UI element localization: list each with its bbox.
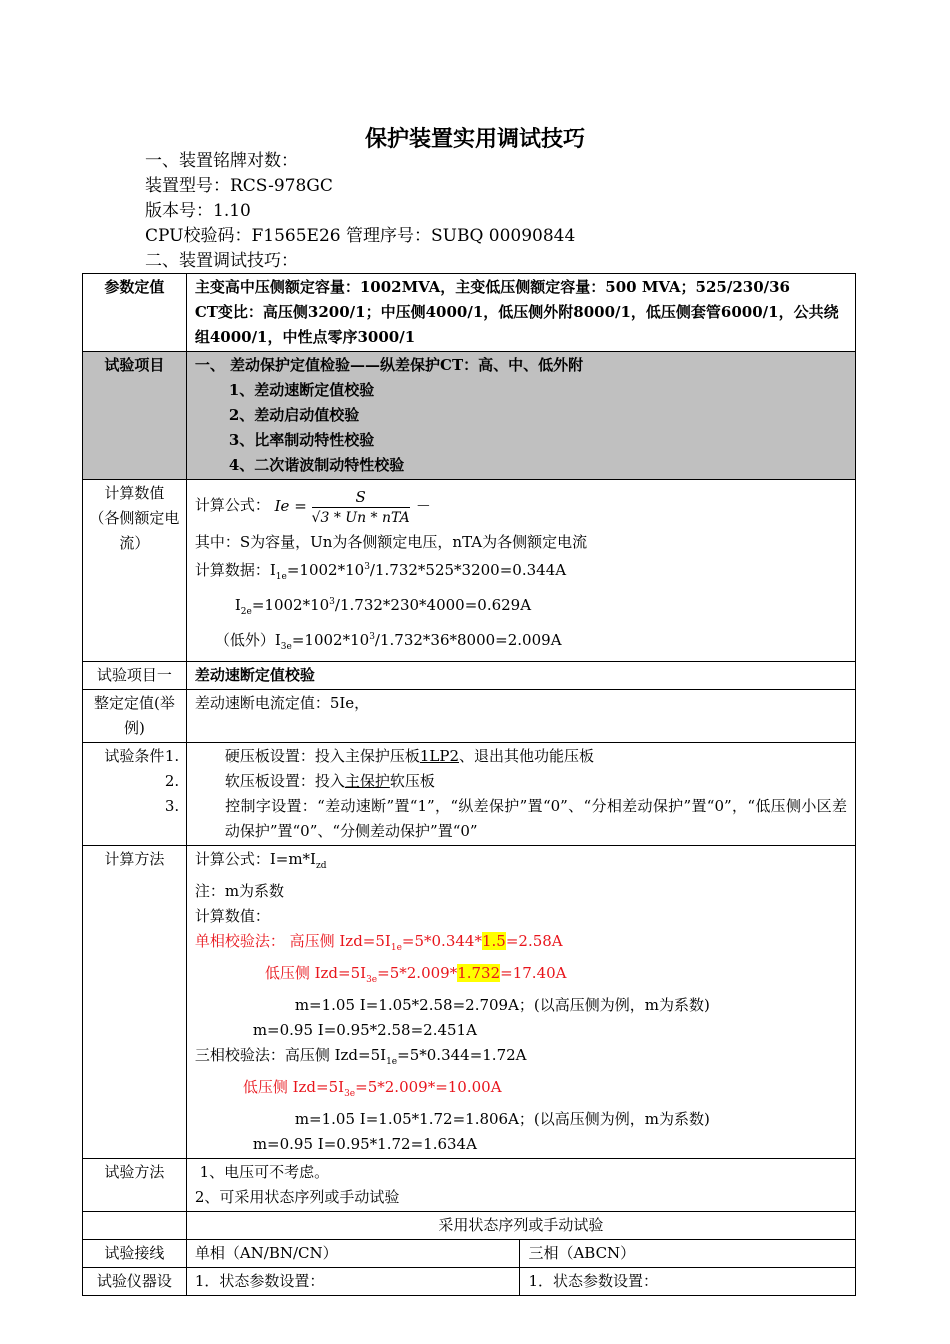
state-value: 采用状态序列或手动试验 bbox=[186, 1212, 855, 1240]
calc-note: 其中：S为容量，Un为各侧额定电压，nTA为各侧额定电流 bbox=[194, 533, 588, 551]
single-high-text: 单相校验法： 高压侧 Izd=5I bbox=[194, 932, 391, 950]
row-params bbox=[83, 274, 856, 352]
row-testmethod bbox=[83, 1159, 856, 1212]
single-high-mid: =5*0.344* bbox=[401, 932, 482, 950]
wiring-single: 单相（AN/BN/CN） bbox=[186, 1240, 520, 1268]
i2-symbol: I bbox=[234, 596, 241, 614]
calc-data-i3 bbox=[195, 625, 847, 660]
calc-label bbox=[83, 480, 187, 662]
condition-text: 、退出其他功能压板 bbox=[458, 747, 594, 765]
items-entry: 1、差动速断定值校验 bbox=[228, 381, 375, 399]
highlighted-factor: 1.5 bbox=[481, 932, 506, 950]
row-item1 bbox=[83, 662, 856, 690]
condition-underlined: 主保护 bbox=[344, 772, 390, 790]
intro-line-checksum: CPU校验码：F1565E26 管理序号：SUBQ 00090844 bbox=[145, 226, 576, 246]
page-title: 保护装置实用调试技巧 bbox=[364, 126, 585, 152]
item1-label: 试验项目一 bbox=[83, 662, 187, 690]
condition-text: 软压板设置：投入 bbox=[224, 772, 345, 790]
single-phase-low bbox=[195, 961, 847, 993]
debug-table bbox=[82, 273, 856, 1296]
row-method bbox=[83, 846, 856, 1159]
i3-lead: （低外） bbox=[214, 631, 275, 649]
condition-underlined: 1LP2 bbox=[419, 747, 459, 765]
condition-control-word bbox=[164, 794, 847, 844]
params-ct-ratio: CT变比：高压侧3200/1；中压侧4000/1，低压侧外附8000/1，低压侧套管6000/1，公共绕组4000/1，中性点零序3000/1 bbox=[194, 303, 839, 346]
single-m095: m=0.95 I=0.95*2.58=2.451A bbox=[252, 1021, 477, 1039]
rated-current-formula bbox=[275, 482, 430, 530]
state-empty-label bbox=[83, 1212, 187, 1240]
highlighted-factor: 1.732 bbox=[457, 964, 501, 982]
testmethod-line1: 1、电压可不考虑。 bbox=[194, 1163, 330, 1181]
method-values: 计算数值： bbox=[194, 907, 270, 925]
i1-mid: =1002*10 bbox=[286, 561, 365, 579]
params-capacity: 主变高中压侧额定容量：1002MVA，主变低压侧额定容量：500 MVA；525/230/36 bbox=[194, 278, 790, 296]
setting-value: 差动速断电流定值：5Ie， bbox=[186, 690, 855, 743]
intro-line-model: 装置型号：RCS-978GC bbox=[145, 176, 333, 196]
single-m105: m=1.05 I=1.05*2.58=2.709A；(以高压侧为例，m为系数) bbox=[294, 996, 710, 1014]
calc-data-prefix: 计算数据： bbox=[194, 561, 270, 579]
conditions-cell bbox=[164, 743, 855, 846]
method-formula-text: 计算公式：I=m*I bbox=[194, 850, 316, 868]
three-high-text: 三相校验法：高压侧 Izd=5I bbox=[194, 1046, 387, 1064]
method-formula-subscript: zd bbox=[315, 861, 327, 871]
condition-number: 2. bbox=[164, 772, 180, 790]
item1-value: 差动速断定值校验 bbox=[186, 662, 855, 690]
condition-soft-plate bbox=[164, 769, 847, 794]
single-low-mid: =5*2.009* bbox=[377, 964, 458, 982]
condition-text: 硬压板设置：投入主保护压板 bbox=[224, 747, 420, 765]
i3-result: /1.732*36*8000=2.009A bbox=[374, 631, 562, 649]
three-phase-high bbox=[195, 1043, 847, 1075]
items-entry: 3、比率制动特性校验 bbox=[228, 431, 375, 449]
setting-label: 整定定值(举例) bbox=[83, 690, 187, 743]
instrument-label: 试验仪器设 bbox=[83, 1268, 187, 1296]
row-calc bbox=[83, 480, 856, 662]
items-entry: 2、差动启动值校验 bbox=[228, 406, 360, 424]
testmethod-line2: 2、可采用状态序列或手动试验 bbox=[194, 1188, 400, 1206]
calc-formula-line bbox=[195, 481, 847, 530]
i1-subscript: 1e bbox=[275, 572, 287, 582]
single-low-subscript: 3e bbox=[366, 975, 378, 985]
three-low-subscript: 3e bbox=[344, 1089, 356, 1099]
i3-symbol: I bbox=[274, 631, 281, 649]
method-note: 注：m为系数 bbox=[194, 882, 285, 900]
intro-line-version: 版本号：1.10 bbox=[145, 201, 251, 221]
testmethod-label: 试验方法 bbox=[83, 1159, 187, 1212]
items-label: 试验项目 bbox=[83, 352, 187, 480]
calc-label-main: 计算数值 bbox=[104, 484, 165, 502]
calc-formula-prefix: 计算公式： bbox=[194, 496, 270, 514]
method-cell bbox=[186, 846, 855, 1159]
i1-exponent: 3 bbox=[364, 562, 370, 572]
row-setting bbox=[83, 690, 856, 743]
three-high-subscript: 1e bbox=[386, 1057, 398, 1067]
intro-line-section2: 二、装置调试技巧： bbox=[145, 251, 298, 271]
i1-result: /1.732*525*3200=0.344A bbox=[369, 561, 567, 579]
condition-text: 控制字设置：“差动速断”置“1”，“纵差保护”置“0”、“分相差动保护”置“0”，“低压侧小区差动保护”置“0”、“分侧差动保护”置“0” bbox=[224, 797, 847, 840]
single-high-result: =2.58A bbox=[505, 932, 563, 950]
formula-numerator: S bbox=[312, 487, 410, 508]
single-phase-high bbox=[195, 929, 847, 961]
three-m105: m=1.05 I=1.05*1.72=1.806A；(以高压侧为例，m为系数) bbox=[294, 1110, 710, 1128]
conditions-label: 试验条件 bbox=[83, 743, 187, 846]
condition-text: 软压板 bbox=[389, 772, 435, 790]
condition-number: 1. bbox=[164, 747, 180, 765]
i1-symbol: I bbox=[269, 561, 276, 579]
row-items bbox=[83, 352, 856, 480]
calc-data-i2 bbox=[195, 590, 847, 625]
condition-number: 3. bbox=[164, 797, 180, 815]
items-head: 一、 差动保护定值检验——纵差保护CT：高、中、低外附 bbox=[194, 356, 584, 374]
three-low-text: 低压侧 Izd=5I bbox=[242, 1078, 345, 1096]
intro-line-heading: 一、装置铭牌对数： bbox=[145, 151, 298, 171]
i2-exponent: 3 bbox=[329, 597, 335, 607]
row-wiring bbox=[83, 1240, 856, 1268]
condition-hard-plate bbox=[164, 744, 847, 769]
params-label: 参数定值 bbox=[83, 274, 187, 352]
calc-label-sub: （各侧额定电流） bbox=[89, 509, 180, 552]
i3-mid: =1002*10 bbox=[291, 631, 370, 649]
row-instrument bbox=[83, 1268, 856, 1296]
method-label: 计算方法 bbox=[83, 846, 187, 1159]
i3-subscript: 3e bbox=[280, 642, 292, 652]
i3-exponent: 3 bbox=[369, 632, 375, 642]
formula-denominator: √3 * Un * nTA bbox=[311, 509, 410, 526]
instrument-single: 1．状态参数设置： bbox=[186, 1268, 520, 1296]
row-conditions bbox=[83, 743, 856, 846]
calc-data-i1 bbox=[195, 555, 847, 590]
items-cell bbox=[186, 352, 855, 480]
params-cell bbox=[186, 274, 855, 352]
formula-tail: － bbox=[414, 497, 430, 515]
row-state bbox=[83, 1212, 856, 1240]
i2-mid: =1002*10 bbox=[251, 596, 330, 614]
three-m095: m=0.95 I=0.95*1.72=1.634A bbox=[252, 1135, 477, 1153]
wiring-three: 三相（ABCN） bbox=[520, 1240, 856, 1268]
instrument-three: 1．状态参数设置： bbox=[520, 1268, 856, 1296]
method-formula bbox=[195, 847, 847, 879]
three-phase-low bbox=[195, 1075, 847, 1107]
single-low-result: =17.40A bbox=[500, 964, 567, 982]
three-high-result: =5*0.344=1.72A bbox=[397, 1046, 527, 1064]
wiring-label: 试验接线 bbox=[83, 1240, 187, 1268]
i2-subscript: 2e bbox=[240, 607, 252, 617]
single-low-text: 低压侧 Izd=5I bbox=[264, 964, 367, 982]
calc-cell bbox=[186, 480, 855, 662]
testmethod-cell bbox=[186, 1159, 855, 1212]
three-low-result: =5*2.009*=10.00A bbox=[355, 1078, 502, 1096]
formula-fraction bbox=[312, 487, 410, 528]
single-high-subscript: 1e bbox=[390, 943, 402, 953]
items-entry: 4、二次谐波制动特性校验 bbox=[228, 456, 405, 474]
formula-lhs: Ie = bbox=[274, 497, 307, 515]
i2-result: /1.732*230*4000=0.629A bbox=[334, 596, 532, 614]
